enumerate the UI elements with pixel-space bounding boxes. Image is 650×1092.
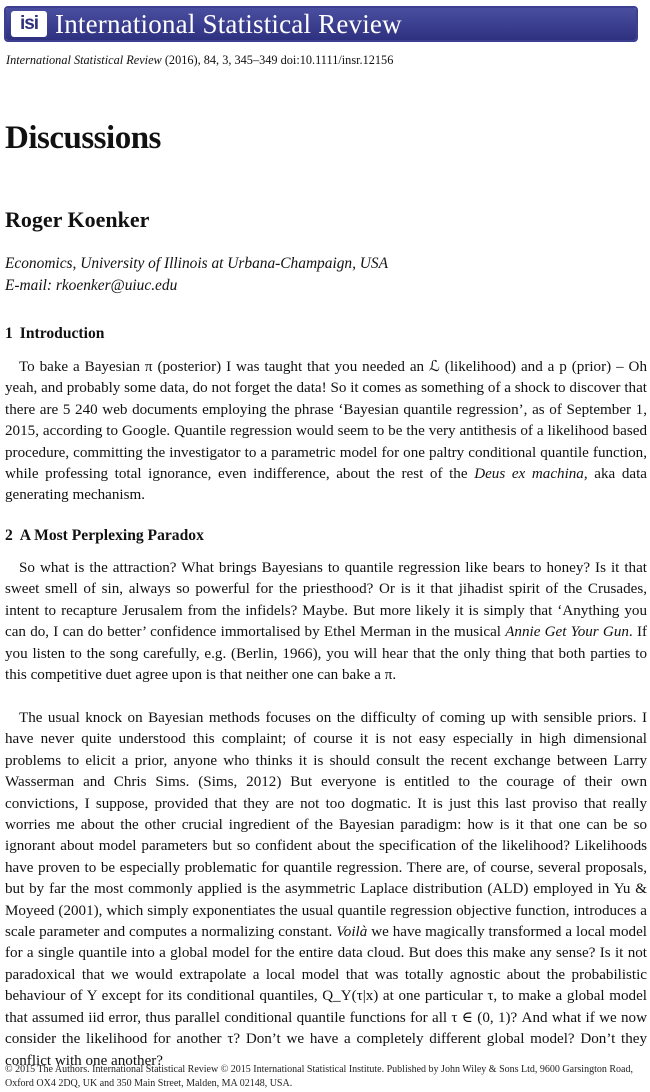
citation-details: (2016), 84, 3, 345–349 doi:10.1111/insr.12156 xyxy=(161,53,394,67)
author-name: Roger Koenker xyxy=(5,207,150,232)
paragraph-text: . If you listen to the song carefully, e.g. (Berlin, 1966), you will hear that the only thing that both parties to this competitive duet agree upon is that neither one can bake a π. xyxy=(5,624,647,684)
paragraph-italic: Annie Get Your Gun xyxy=(505,624,629,641)
section-heading-introduction xyxy=(5,325,104,343)
paragraph-introduction xyxy=(5,357,647,507)
paragraph-text: , aka data generating mechanism. xyxy=(5,466,647,504)
paragraph-text: we have magically transformed a local model for a single quantile into a global model for the entire data cloud. But does this make any sense? Is it not paradoxical that we would extrapolate a local model that was totally agnostic about the probabilistic behaviour of Y except for its conditional quantiles, Q_Y(τ|x) at one particular τ, to make a global model that assumed iid error, thus parallel conditional quantile functions for all τ ∈ (0, 1)? And what if we now consider the likelihood for another τ? Don’t we have a completely different global model? Don’t they conflict with one another? xyxy=(5,924,647,1069)
section-number: 2 xyxy=(5,527,13,544)
paragraph-text: To bake a Bayesian π (posterior) I was taught that you needed an ℒ (likelihood) and a p (prior) – Oh yeah, and probably some data, do not forget the data! So it comes as something of a shock to discover that there are 5 240 web documents employing the phrase ‘Bayesian quantile regression’, as of September 1, 2015, according to Google. Quantile regression would seem to be the very antithesis of a likelihood based procedure, committing the investigator to a parametric model for one paltry conditional quantile function, while professing total ignorance, even indifference, about the rest of the xyxy=(5,359,647,483)
paragraph-text: The usual knock on Bayesian methods focuses on the difficulty of coming up with sensible priors. I have never quite understood this complaint; of course it is not easy especially in high dimensional problems to elicit a prior, anyone who thinks it is should consult the recent exchange between Larry Wasserman and Chris Sims. (Sims, 2012) But everyone is entitled to the courage of their own convictions, I suppose, provided that they are not too dogmatic. It is just this last proviso that really worries me about the other crucial ingredient of the Bayesian paradigm: how is it that one can be so ignorant about model parameters but so confident about the specification of the likelihood? Likelihoods have proven to be especially problematic for quantile regression. There are, of course, several proposals, but by far the most commonly applied is the asymmetric Laplace distribution (ALD) employed in Yu & Moyeed (2001), which simply exponentiates the usual quantile regression objective function, introduces a scale parameter and computes a normalizing constant. xyxy=(5,710,647,941)
paragraph-attraction xyxy=(5,558,647,686)
section-title: Introduction xyxy=(19,325,105,342)
citation-journal: International Statistical Review xyxy=(6,53,162,67)
isi-logo: isi xyxy=(11,11,47,37)
author-email: E-mail: rkoenker@uiuc.edu xyxy=(5,277,178,294)
author-affiliation: Economics, University of Illinois at Urbana-Champaign, USA xyxy=(5,255,389,272)
section-title: A Most Perplexing Paradox xyxy=(19,527,204,544)
journal-name: International Statistical Review xyxy=(55,8,402,39)
paragraph-italic: Voilà xyxy=(336,924,368,941)
journal-banner xyxy=(4,6,638,42)
page-title: Discussions xyxy=(5,120,161,156)
copyright-footer: © 2015 The Authors. International Statistical Review © 2015 International Statistical Institute. Published by John Wiley & Sons Ltd, 9600 Garsington Road, Oxford OX4 2DQ, UK and 350 Main Street, Malden, MA 02148, USA. xyxy=(5,1064,633,1089)
paragraph-italic: Deus ex machina xyxy=(474,466,584,483)
paragraph-text: So what is the attraction? What brings Bayesians to quantile regression like bears to honey? Is it that sweet smell of sin, always so powerful for the priesthood? Or is it that jihadist spirit of the Crusades, intent to recapture Jerusalem from the infidels? Maybe. But more likely it is simply that ‘Anything you can do, I can do better’ confidence immortalised by Ethel Merman in the musical xyxy=(5,560,647,641)
section-number: 1 xyxy=(5,325,13,342)
paragraph-priors xyxy=(5,708,647,1072)
section-heading-paradox xyxy=(5,527,204,545)
citation-line xyxy=(6,53,393,68)
